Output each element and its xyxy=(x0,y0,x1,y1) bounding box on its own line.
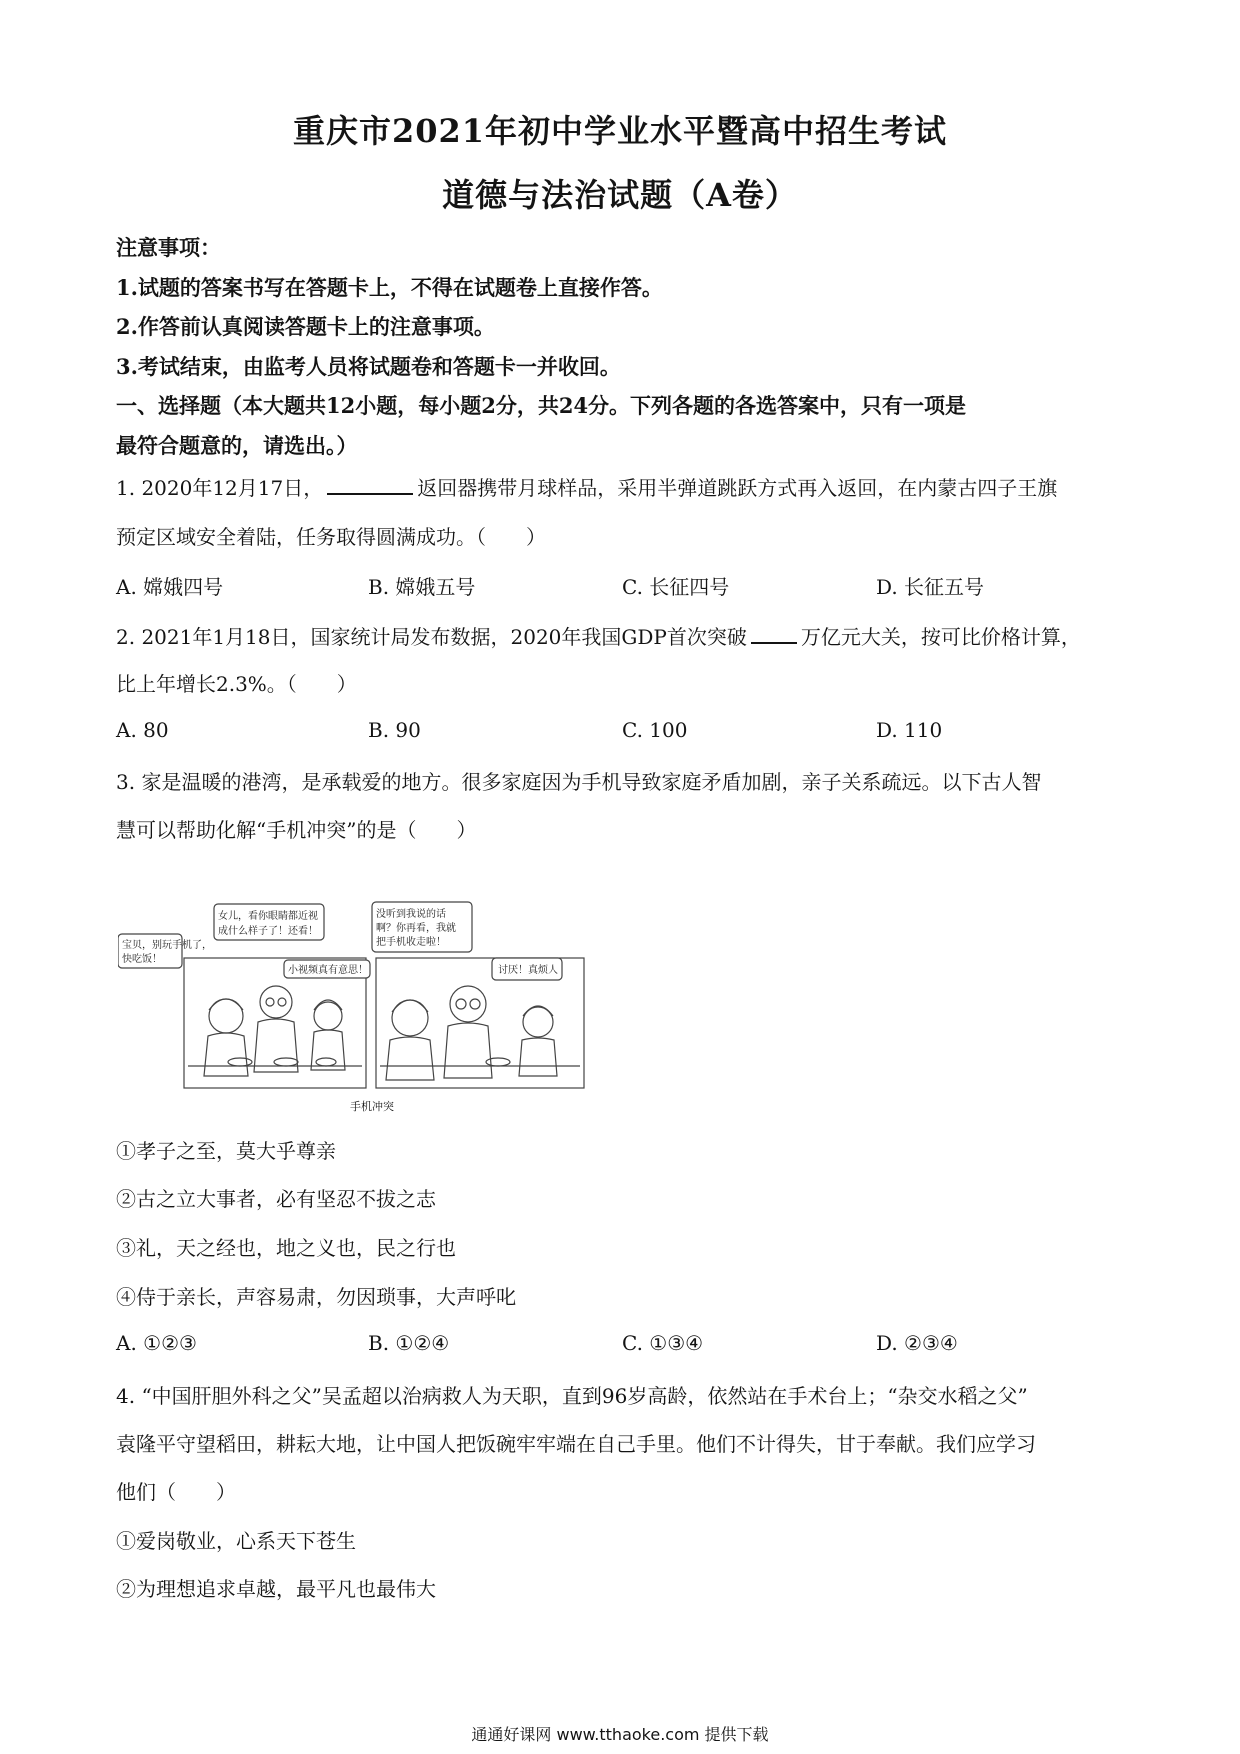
bubble-dad-2-line-2: 啊？你再看，我就 xyxy=(376,923,456,934)
q1-option-a: A. 嫦娥四号 xyxy=(116,575,224,599)
q2-option-b: B. 90 xyxy=(368,718,421,742)
q3-statement-3: ③礼，天之经也，地之义也，民之行也 xyxy=(116,1236,456,1260)
bubble-mom-line-2: 快吃饭！ xyxy=(122,954,162,965)
q2-text-post: 万亿元大关，按可比价格计算， xyxy=(800,625,1081,649)
q1-blank xyxy=(327,475,413,495)
q3-line-1: 3. 家是温暖的港湾，是承载爱的地方。很多家庭因为手机导致家庭矛盾加剧，亲子关系疏远。以下古人智 xyxy=(116,770,1042,794)
q1-text-post: 返回器携带月球样品，采用半弹道跳跃方式再入返回，在内蒙古四子王旗 xyxy=(417,476,1058,500)
q3-statement-2: ②古之立大事者，必有坚忍不拔之志 xyxy=(116,1187,436,1211)
q3-option-d: D. ②③④ xyxy=(876,1331,958,1355)
q4-line-2: 袁隆平守望稻田，耕耘大地，让中国人把饭碗牢牢端在自己手里。他们不计得失，甘于奉献。我们应学习 xyxy=(116,1432,1036,1456)
q4-statement-2: ②为理想追求卓越，最平凡也最伟大 xyxy=(116,1577,436,1601)
q2-option-a: A. 80 xyxy=(116,718,169,742)
mother-figure-2 xyxy=(386,1000,434,1080)
note-item-3: 3.考试结束，由监考人员将试题卷和答题卡一并收回。 xyxy=(116,354,621,379)
q2-line-2: 比上年增长2.3%。（ ） xyxy=(116,672,357,696)
exam-subtitle: 道德与法治试题（A卷） xyxy=(442,176,798,214)
bubble-mom-line-1: 宝贝，别玩手机了， xyxy=(122,940,212,951)
bubble-dad-line-1: 女儿，看你眼睛都近视 xyxy=(218,911,318,922)
q1-option-d: D. 长征五号 xyxy=(876,575,985,599)
q1-option-c: C. 长征四号 xyxy=(622,575,730,599)
page-footer: 通通好课网 www.tthaoke.com 提供下载 xyxy=(471,1725,769,1744)
q2-text-pre: 2. 2021年1月18日，国家统计局发布数据，2020年我国GDP首次突破 xyxy=(116,625,747,649)
father-figure-2 xyxy=(444,986,492,1078)
q2-line-1 xyxy=(116,621,1081,650)
q3-line-2: 慧可以帮助化解“手机冲突”的是（ ） xyxy=(116,818,477,842)
mother-figure xyxy=(204,999,248,1076)
q2-option-d: D. 110 xyxy=(876,718,943,742)
q4-line-1: 4. “中国肝胆外科之父”吴孟超以治病救人为天职，直到96岁高龄，依然站在手术台上；“杂交水稻之父” xyxy=(116,1384,1028,1408)
note-item-1: 1.试题的答案书写在答题卡上，不得在试题卷上直接作答。 xyxy=(116,275,663,300)
section-1-heading-line-1: 一、选择题（本大题共12小题，每小题2分，共24分。下列各题的各选答案中，只有一项是 xyxy=(116,393,967,418)
section-1-heading-line-2: 最符合题意的，请选出。） xyxy=(116,433,358,458)
q1-option-b: B. 嫦娥五号 xyxy=(368,575,476,599)
bubble-kid-text: 小视频真有意思！ xyxy=(288,965,368,976)
father-figure xyxy=(254,986,298,1072)
child-figure xyxy=(311,1000,345,1070)
note-item-2: 2.作答前认真阅读答题卡上的注意事项。 xyxy=(116,314,495,339)
q3-option-a: A. ①②③ xyxy=(116,1331,197,1355)
notes-heading: 注意事项： xyxy=(116,235,221,260)
q1-text-pre: 1. 2020年12月17日， xyxy=(116,476,324,500)
exam-title: 重庆市2021年初中学业水平暨高中招生考试 xyxy=(292,112,948,150)
q3-statement-4: ④侍于亲长，声容易肃，勿因琐事，大声呼叱 xyxy=(116,1285,516,1309)
bubble-dad-2-line-1: 没听到我说的话 xyxy=(376,909,446,920)
phone-conflict-cartoon xyxy=(118,898,588,1094)
q3-statement-1: ①孝子之至，莫大乎尊亲 xyxy=(116,1139,336,1163)
q3-option-b: B. ①②④ xyxy=(368,1331,450,1355)
q2-blank xyxy=(751,624,797,644)
cartoon-caption: 手机冲突 xyxy=(350,1100,394,1113)
bubble-dad-2-line-3: 把手机收走啦！ xyxy=(376,937,446,948)
bubble-kid-2-text: 讨厌！真烦人 xyxy=(498,965,558,976)
bubble-dad-line-2: 成什么样子了！还看！ xyxy=(218,926,318,937)
q3-option-c: C. ①③④ xyxy=(622,1331,704,1355)
q1-line-1 xyxy=(116,472,1057,501)
q4-line-3: 他们（ ） xyxy=(116,1480,236,1504)
q4-statement-1: ①爱岗敬业，心系天下苍生 xyxy=(116,1529,356,1553)
q2-option-c: C. 100 xyxy=(622,718,688,742)
q1-line-2: 预定区域安全着陆，任务取得圆满成功。（ ） xyxy=(116,525,546,549)
